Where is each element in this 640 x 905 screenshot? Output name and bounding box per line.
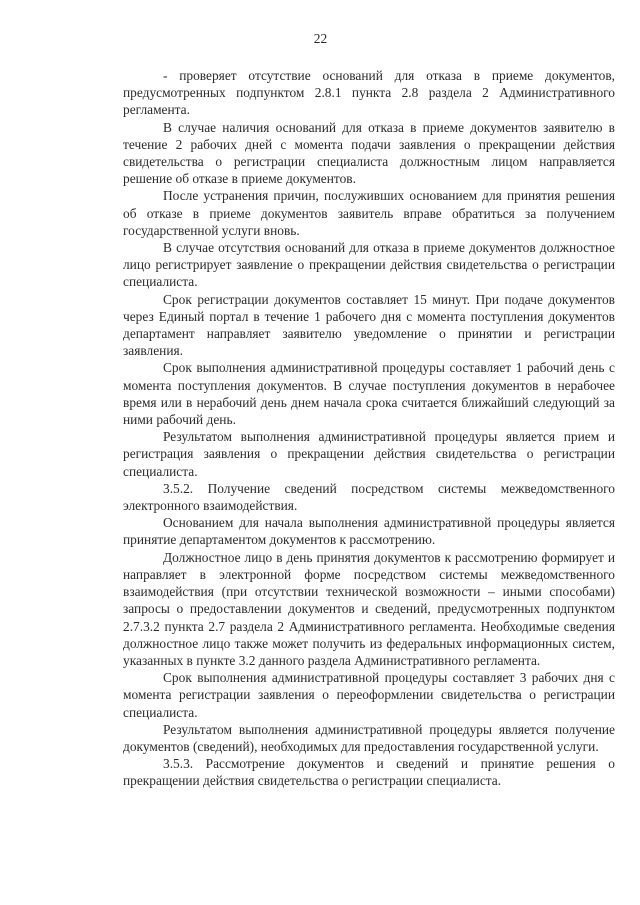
- paragraph: Результатом выполнения административной процедуры является получение документов (сведений), необходимых для предоставления государственной услуги.: [123, 721, 615, 754]
- paragraph: Срок выполнения административной процедуры составляет 1 рабочий день с момента поступления документов. В случае поступления документов в нерабочее время или в нерабочий день днем начала срока считается ближайший следующий за ними рабочий день.: [123, 360, 615, 428]
- paragraph: В случае отсутствия оснований для отказа в приеме документов должностное лицо регистрирует заявление о прекращении действия свидетельства о регистрации специалиста.: [123, 240, 615, 290]
- paragraph: - проверяет отсутствие оснований для отказа в приеме документов, предусмотренных подпунктом 2.8.1 пункта 2.8 раздела 2 Административного регламента.: [123, 68, 615, 118]
- paragraph: Результатом выполнения административной процедуры является прием и регистрация заявления о прекращении действия свидетельства о регистрации специалиста.: [123, 429, 615, 479]
- section-heading-3-5-3: 3.5.3. Рассмотрение документов и сведений и принятие решения о прекращении действия свидетельства о регистрации специалиста.: [123, 756, 615, 789]
- section-heading-3-5-2: 3.5.2. Получение сведений посредством системы межведомственного электронного взаимодействия.: [123, 480, 615, 514]
- paragraph: После устранения причин, послуживших основанием для принятия решения об отказе в приеме документов заявитель вправе обратиться за получением государственной услуги вновь.: [123, 188, 615, 238]
- paragraph: Основанием для начала выполнения административной процедуры является принятие департаментом документов к рассмотрению.: [123, 515, 615, 548]
- document-body: [123, 67, 615, 790]
- paragraph: В случае наличия оснований для отказа в приеме документов заявителю в течение 2 рабочих дней с момента подачи заявления о прекращении действия свидетельства о регистрации специалиста должностным лицом направляется решение об отказе в приеме документов.: [123, 119, 615, 187]
- paragraph: Срок выполнения административной процедуры составляет 3 рабочих дня с момента регистрации заявления о переоформлении свидетельства о регистрации специалиста.: [123, 670, 615, 720]
- page-number: 22: [313, 31, 328, 46]
- paragraph: Срок регистрации документов составляет 15 минут. При подаче документов через Единый портал в течение 1 рабочего дня с момента поступления документов департамент направляет заявителю уведомление о принятии и регистрации заявления.: [123, 291, 615, 359]
- paragraph: Должностное лицо в день принятия документов к рассмотрению формирует и направляет в электронной форме посредством системы межведомственного взаимодействия (при отсутствии технической возможности – иными способами) запросы о предоставлении документов и сведений, предусмотренных подпунктом 2.7.3.2 пункта 2.7 раздела 2 Административного регламента. Необходимые сведения должностное лицо также может получить из федеральных информационных систем, указанных в пункте 3.2 данного раздела Административного регламента.: [123, 549, 615, 668]
